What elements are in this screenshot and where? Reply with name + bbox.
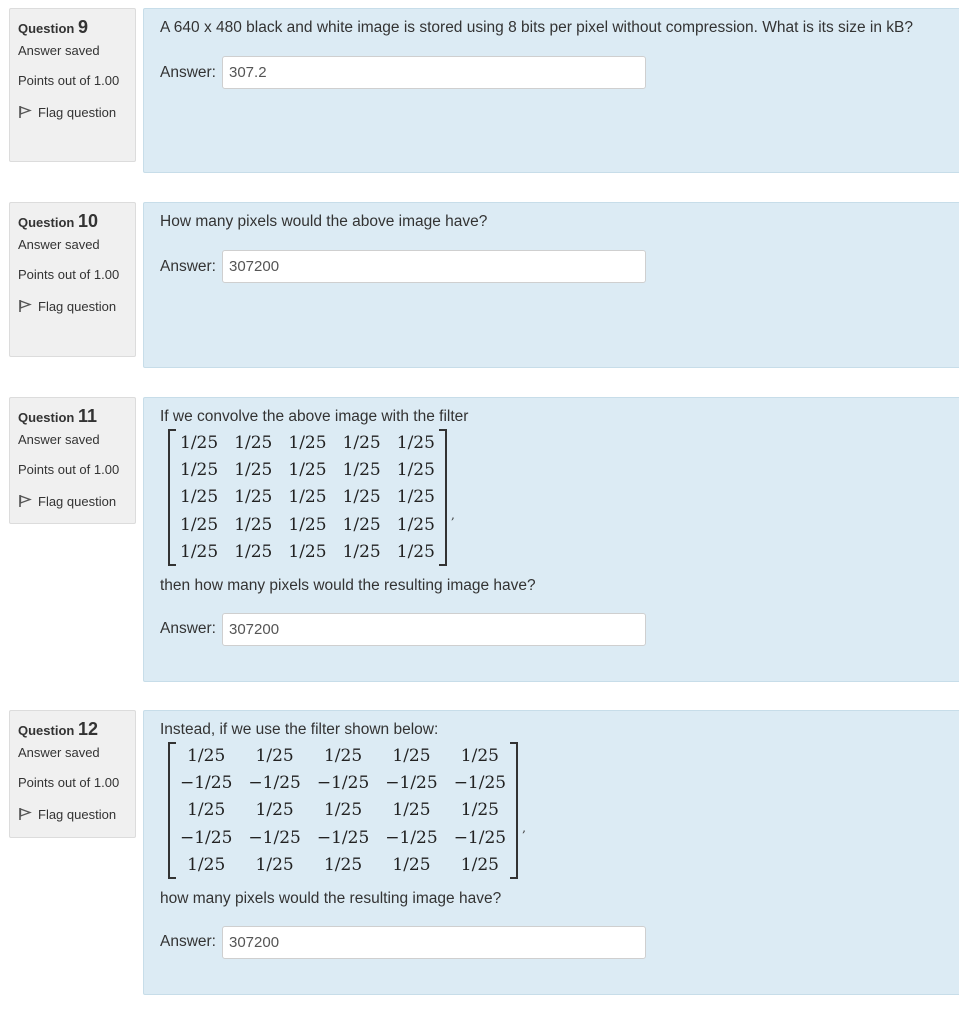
- filter-matrix-wrap: [168, 742, 959, 879]
- matrix-cell: 1/25: [288, 514, 327, 535]
- question-label: Question: [18, 723, 75, 738]
- question-number: [18, 211, 135, 231]
- question-content: [143, 202, 959, 368]
- matrix-cell: −1/25: [453, 773, 507, 794]
- flag-question-label: Flag question: [38, 493, 117, 509]
- question-label: Question: [18, 215, 75, 230]
- question-text-after: then how many pixels would the resulting image have?: [160, 576, 536, 594]
- matrix-cell: 1/25: [234, 542, 273, 563]
- matrix-cell: −1/25: [180, 773, 233, 794]
- matrix-cell: 1/25: [396, 542, 435, 563]
- question-content: [143, 397, 959, 682]
- matrix-cell: 1/25: [396, 460, 435, 481]
- filter-matrix: [168, 742, 518, 879]
- question-text: If we convolve the above image with the filter: [160, 408, 469, 425]
- matrix-cell: 1/25: [460, 745, 499, 766]
- matrix-cell: 1/25: [234, 514, 273, 535]
- matrix-row: [172, 456, 443, 483]
- matrix-cell: 1/25: [288, 542, 327, 563]
- answer-label: Answer:: [160, 620, 216, 638]
- flag-icon: [18, 807, 32, 821]
- matrix-cell: −1/25: [316, 827, 370, 848]
- matrix-cell: 1/25: [187, 800, 226, 821]
- question-text: Instead, if we use the filter shown below:: [160, 721, 439, 738]
- grade-info: Points out of 1.00: [18, 775, 120, 790]
- matrix-cell: −1/25: [453, 827, 507, 848]
- filter-matrix: [168, 429, 447, 566]
- matrix-cell: 1/25: [392, 855, 431, 876]
- matrix-cell: 1/25: [234, 432, 273, 453]
- matrix-cell: 1/25: [288, 432, 327, 453]
- matrix-cell: 1/25: [255, 855, 294, 876]
- matrix-table: [172, 429, 443, 566]
- question-info: [9, 202, 136, 357]
- matrix-cell: 1/25: [342, 487, 381, 508]
- question-label: Question: [18, 410, 75, 425]
- matrix-cell: −1/25: [248, 773, 301, 794]
- matrix-row: [172, 742, 514, 769]
- answer-state: Answer saved: [18, 43, 100, 58]
- matrix-comma: ,: [450, 507, 455, 522]
- answer-input[interactable]: 307200: [222, 926, 646, 959]
- answer-row: [160, 56, 959, 89]
- grade-info: Points out of 1.00: [18, 267, 120, 282]
- matrix-cell: −1/25: [385, 827, 438, 848]
- answer-label: Answer:: [160, 933, 216, 951]
- matrix-cell: 1/25: [180, 460, 219, 481]
- flag-question-link[interactable]: [18, 103, 135, 121]
- matrix-cell: 1/25: [460, 855, 499, 876]
- flag-icon: [18, 494, 32, 508]
- answer-input[interactable]: 307200: [222, 250, 646, 283]
- answer-row: [160, 926, 959, 959]
- answer-input[interactable]: 307.2: [222, 56, 646, 89]
- question-text-after: how many pixels would the resulting image have?: [160, 889, 502, 907]
- answer-row: [160, 613, 959, 646]
- answer-state: Answer saved: [18, 432, 100, 447]
- matrix-cell: 1/25: [288, 487, 327, 508]
- matrix-cell: 1/25: [187, 745, 226, 766]
- matrix-cell: −1/25: [180, 827, 233, 848]
- matrix-row: [172, 511, 443, 538]
- matrix-row: [172, 797, 514, 824]
- matrix-cell: 1/25: [396, 432, 435, 453]
- question-content: [143, 710, 959, 995]
- question-content: [143, 8, 959, 173]
- matrix-cell: 1/25: [396, 514, 435, 535]
- matrix-cell: 1/25: [234, 460, 273, 481]
- question-num: 11: [77, 406, 97, 426]
- flag-icon: [18, 105, 32, 119]
- matrix-cell: −1/25: [248, 827, 301, 848]
- grade-info: Points out of 1.00: [18, 462, 120, 477]
- matrix-row: [172, 769, 514, 796]
- matrix-cell: 1/25: [342, 514, 381, 535]
- matrix-cell: 1/25: [180, 514, 219, 535]
- flag-question-label: Flag question: [38, 298, 117, 314]
- question-num: 9: [77, 17, 88, 37]
- question-number: [18, 719, 135, 739]
- matrix-cell: 1/25: [187, 855, 226, 876]
- question-text: A 640 x 480 black and white image is stored using 8 bits per pixel without compression. What is its size in kB?: [160, 19, 913, 36]
- question-number: [18, 406, 135, 426]
- matrix-cell: −1/25: [385, 773, 438, 794]
- flag-question-link[interactable]: [18, 492, 135, 510]
- matrix-cell: 1/25: [342, 542, 381, 563]
- question-info: [9, 710, 136, 838]
- matrix-cell: 1/25: [288, 460, 327, 481]
- matrix-cell: 1/25: [323, 800, 363, 821]
- flag-question-label: Flag question: [38, 806, 117, 822]
- answer-state: Answer saved: [18, 745, 100, 760]
- answer-state: Answer saved: [18, 237, 100, 252]
- matrix-cell: 1/25: [342, 432, 381, 453]
- matrix-cell: 1/25: [392, 745, 431, 766]
- grade-info: Points out of 1.00: [18, 73, 120, 88]
- question-num: 12: [77, 719, 98, 739]
- matrix-cell: 1/25: [180, 487, 219, 508]
- flag-question-label: Flag question: [38, 104, 117, 120]
- question-info: [9, 397, 136, 524]
- matrix-row: [172, 852, 514, 879]
- answer-label: Answer:: [160, 257, 216, 275]
- matrix-cell: 1/25: [396, 487, 435, 508]
- matrix-row: [172, 824, 514, 851]
- matrix-cell: 1/25: [234, 487, 273, 508]
- matrix-cell: 1/25: [323, 745, 363, 766]
- matrix-row: [172, 429, 443, 456]
- flag-icon: [18, 299, 32, 313]
- flag-question-link[interactable]: [18, 297, 135, 315]
- question-text: How many pixels would the above image have?: [160, 213, 488, 230]
- matrix-cell: −1/25: [316, 773, 370, 794]
- matrix-cell: 1/25: [460, 800, 499, 821]
- matrix-cell: 1/25: [342, 460, 381, 481]
- matrix-cell: 1/25: [323, 855, 363, 876]
- question-label: Question: [18, 21, 75, 36]
- matrix-cell: 1/25: [180, 432, 219, 453]
- matrix-row: [172, 539, 443, 566]
- question-number: [18, 17, 135, 37]
- matrix-cell: 1/25: [255, 800, 294, 821]
- answer-label: Answer:: [160, 63, 216, 81]
- flag-question-link[interactable]: [18, 805, 135, 823]
- matrix-cell: 1/25: [180, 542, 219, 563]
- matrix-row: [172, 484, 443, 511]
- answer-row: [160, 250, 959, 283]
- matrix-cell: 1/25: [255, 745, 294, 766]
- matrix-comma: ,: [522, 820, 526, 835]
- matrix-cell: 1/25: [392, 800, 431, 821]
- filter-matrix-wrap: [168, 429, 959, 566]
- question-num: 10: [77, 211, 98, 231]
- answer-input[interactable]: 307200: [222, 613, 646, 646]
- matrix-table: [172, 742, 514, 879]
- question-info: [9, 8, 136, 162]
